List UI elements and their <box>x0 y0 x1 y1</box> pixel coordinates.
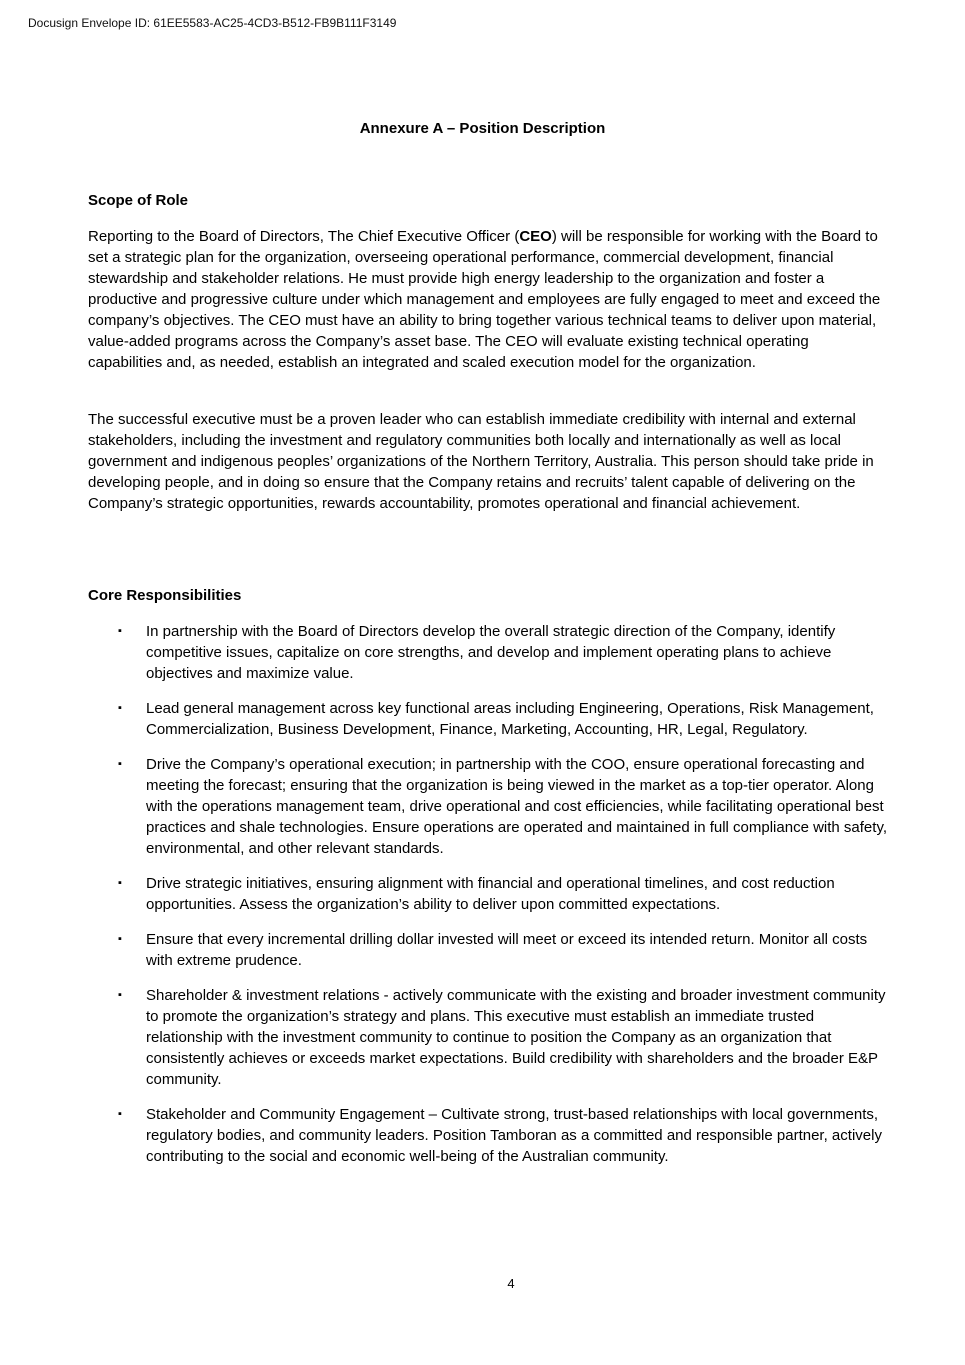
list-item-text: In partnership with the Board of Directors develop the overall strategic direction of the Company, identify competitive issues, capitalize on core strengths, and develop and implement operating plans to achieve objectives and maximize value. <box>146 623 836 682</box>
list-item-text: Drive the Company’s operational execution; in partnership with the COO, ensure operational forecasting and meeting the forecast; ensuring that the organization is being viewed in the market as a top-tier operator. Along with the operations management team, drive operational and cost efficiencies, while facilitating operational best practices and shale technologies. Ensure operations are operated and maintained in full compliance with safety, environmental, and other relevant standards. <box>146 756 887 857</box>
document-title: Annexure A – Position Description <box>359 120 606 137</box>
list-item <box>88 754 888 859</box>
list-item-text: Stakeholder and Community Engagement – Cultivate strong, trust-based relationships with local governments, regulatory bodies, and community leaders. Position Tamboran as a committed and responsible partner, actively contributing to the social and economic well-being of the Australian community. <box>146 1106 882 1165</box>
list-item-text: Drive strategic initiatives, ensuring alignment with financial and operational timelines, and cost reduction opportunities. Assess the organization’s ability to deliver upon committed expectations. <box>146 875 835 913</box>
scope-paragraph-1 <box>88 226 883 373</box>
square-bullet-icon: ▪ <box>118 877 122 889</box>
list-item-text: Shareholder & investment relations - actively communicate with the existing and broader investment community to promote the organization’s strategy and plans. This executive must establish an immediate trusted relationship with the investment community to continue to position the Company as an organization that consistently achieves or exceeds market expectations. Build credibility with shareholders and the broader E&P community. <box>146 987 886 1088</box>
square-bullet-icon: ▪ <box>118 933 122 945</box>
list-item-text: Ensure that every incremental drilling dollar invested will meet or exceed its intended return. Monitor all costs with extreme prudence. <box>146 931 868 969</box>
list-item <box>88 621 888 684</box>
core-responsibilities-list <box>88 621 888 1181</box>
list-item <box>88 698 888 740</box>
section-heading-scope: Scope of Role <box>88 192 189 209</box>
section-heading-core-responsibilities: Core Responsibilities <box>88 587 242 604</box>
square-bullet-icon: ▪ <box>118 758 122 770</box>
docusign-envelope-id: Docusign Envelope ID: 61EE5583-AC25-4CD3-B512-FB9B111F3149 <box>28 16 397 30</box>
scope-paragraph-2: The successful executive must be a proven leader who can establish immediate credibility with internal and external stakeholders, including the investment and regulatory communities both locally and internationally as well as local government and indigenous peoples’ organizations of the Northern Territory, Australia. This person should take pride in developing people, and in doing so ensure that the Company retains and recruits’ talent capable of delivering on the Company’s strategic opportunities, rewards accountability, promotes operational and financial achievement. <box>88 411 874 512</box>
square-bullet-icon: ▪ <box>118 702 122 714</box>
square-bullet-icon: ▪ <box>118 625 122 637</box>
square-bullet-icon: ▪ <box>118 1108 122 1120</box>
list-item <box>88 1104 888 1167</box>
page-number: 4 <box>507 1276 515 1291</box>
list-item <box>88 985 888 1090</box>
ceo-abbreviation: CEO <box>519 228 552 245</box>
scope-paragraph-1-text-start: Reporting to the Board of Directors, The Chief Executive Officer ( <box>88 228 520 245</box>
square-bullet-icon: ▪ <box>118 989 122 1001</box>
scope-paragraph-1-text-end: ) will be responsible for working with the Board to set a strategic plan for the organization, overseeing operational performance, commercial development, financial stewardship and stakeholder relations. He must provide high energy leadership to the organization and foster a productive and progressive culture under which management and employees are fully engaged to meet and exceed the company’s objectives. The CEO must have an ability to bring together various technical teams to deliver upon material, value-added programs across the Company’s asset base. The CEO will evaluate existing technical operating capabilities and, as needed, establish an integrated and scaled execution model for the organization. <box>88 228 881 371</box>
list-item <box>88 873 888 915</box>
list-item-text: Lead general management across key functional areas including Engineering, Operations, Risk Management, Commercialization, Business Development, Finance, Marketing, Accounting, HR, Legal, Regulatory. <box>146 700 874 738</box>
list-item <box>88 929 888 971</box>
